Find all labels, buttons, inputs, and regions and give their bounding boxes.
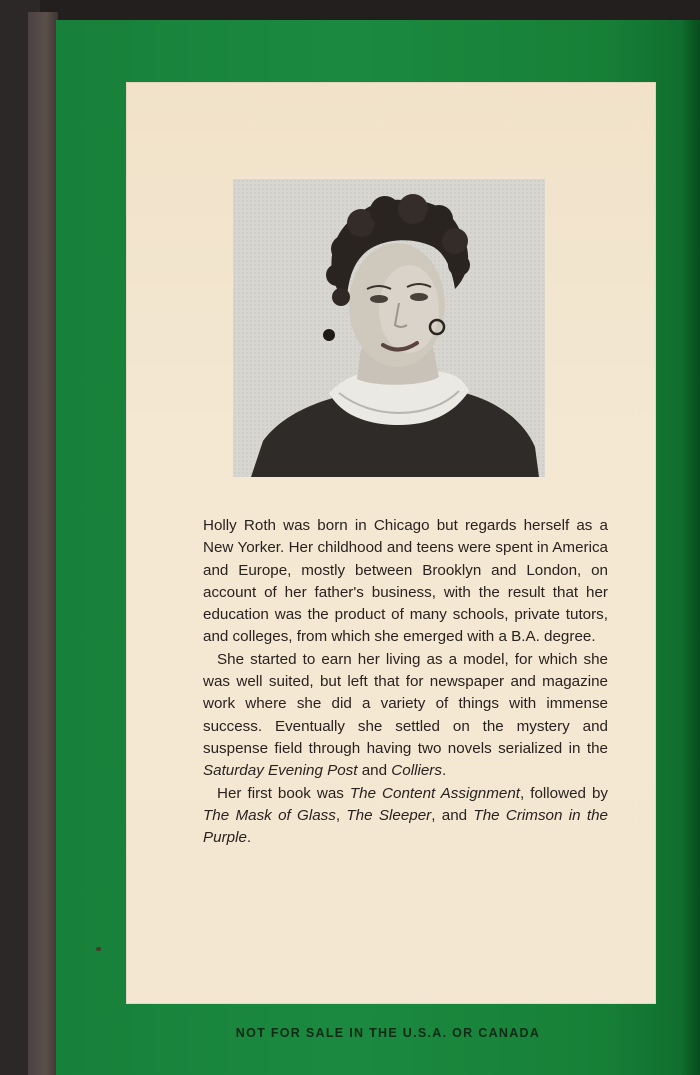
publication-title-saturday-evening-post: Saturday Evening Post [203,762,358,780]
cover-right-edge-shadow [680,20,700,1075]
bio-paragraph-2-end: . [441,762,447,780]
publication-title-colliers: Colliers [391,762,442,780]
author-portrait-image [233,179,545,477]
bio-paragraph-1: Holly Roth was born in Chicago but regards herself as a New Yorker. Her childhood and teens were spent in America and Europe, mostly between Brooklyn and London, on account of her father's business, with the result that her education was the product of many schools, private tutors, and colleges, from which she emerged with a B.A. degree. [203,517,608,646]
print-speck [96,947,101,951]
bio-paragraph-3-end: . [246,829,252,847]
bio-paragraph-3-joiner-2: , [335,806,347,824]
book-spine-edge [28,12,58,1075]
book-title-content-assignment: The Content Assignment [349,784,521,802]
bio-paragraph-3-text: Her first book was [217,784,350,802]
bio-paragraph-3-joiner-1: , followed by [520,784,609,802]
bio-paragraph-2-text: She started to earn her living as a model, for which she was well suited, but left that for newspaper and magazine work where she did a variety of things with immense success. Eventually she settled on the mystery and suspense field through having two novels serialized in the [203,650,608,757]
bio-paragraph-2 [203,649,608,783]
book-title-mask-of-glass: The Mask of Glass [203,806,336,824]
bio-paragraph-2-joiner: and [357,762,392,780]
author-photo [233,179,545,477]
sale-restriction-notice: NOT FOR SALE IN THE U.S.A. OR CANADA [235,1026,541,1040]
scan-background-top [40,0,700,22]
bio-paragraph-3 [203,783,608,850]
bio-paragraph-3-joiner-3: , and [431,806,474,824]
book-title-sleeper: The Sleeper [346,806,432,824]
cream-text-panel [126,82,656,1004]
book-title-crimson-in-the-purple: The Crimson in the Purple [203,806,608,847]
author-biography [203,515,608,849]
